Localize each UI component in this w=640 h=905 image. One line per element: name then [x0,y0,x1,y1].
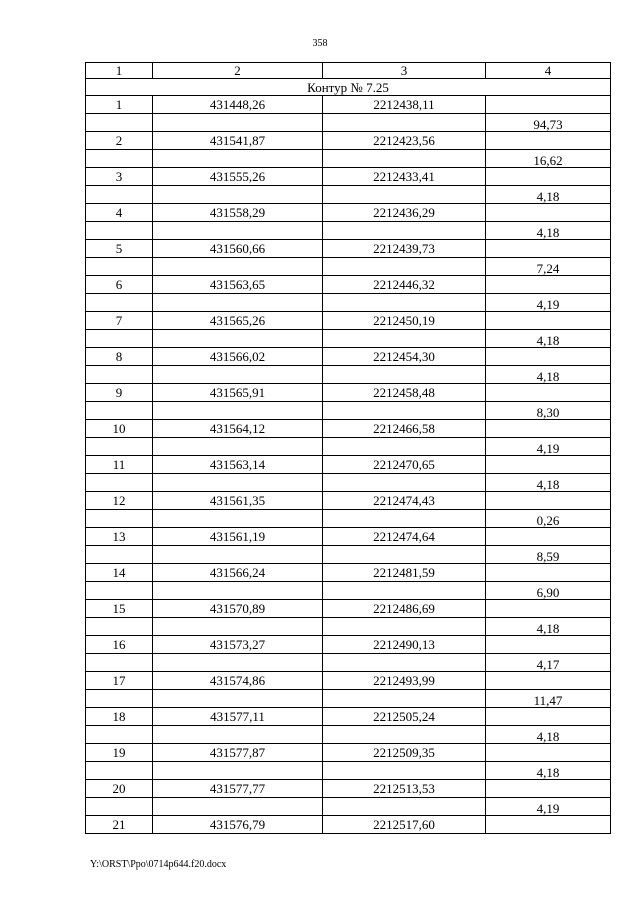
segment-blank [153,618,323,636]
point-blank [486,168,611,186]
segment-blank [86,150,153,168]
segment-blank [323,546,486,564]
coord-x: 431560,66 [153,240,323,258]
point-blank [486,816,611,834]
segment-distance: 6,90 [486,582,611,600]
segment-row [86,762,611,780]
point-number: 15 [86,600,153,618]
point-number: 7 [86,312,153,330]
segment-distance: 4,18 [486,474,611,492]
coord-x: 431561,35 [153,492,323,510]
point-row [86,744,611,762]
point-row [86,348,611,366]
segment-blank [86,186,153,204]
segment-blank [86,798,153,816]
coord-x: 431574,86 [153,672,323,690]
point-blank [486,636,611,654]
segment-blank [323,294,486,312]
segment-blank [86,258,153,276]
coord-y: 2212509,35 [323,744,486,762]
point-row [86,492,611,510]
segment-blank [323,726,486,744]
point-number: 3 [86,168,153,186]
point-number: 4 [86,204,153,222]
coord-y: 2212481,59 [323,564,486,582]
point-row [86,708,611,726]
point-number: 19 [86,744,153,762]
point-blank [486,276,611,294]
point-row [86,420,611,438]
point-number: 13 [86,528,153,546]
column-header-4: 4 [486,63,611,79]
contour-title: Контур № 7.25 [86,79,611,96]
segment-blank [323,510,486,528]
segment-row [86,366,611,384]
point-blank [486,708,611,726]
segment-blank [153,294,323,312]
segment-blank [86,762,153,780]
point-number: 12 [86,492,153,510]
contour-title-row [86,79,611,96]
coord-y: 2212474,43 [323,492,486,510]
point-row [86,672,611,690]
coord-y: 2212436,29 [323,204,486,222]
point-row [86,456,611,474]
segment-distance: 4,18 [486,330,611,348]
segment-blank [153,654,323,672]
segment-row [86,402,611,420]
point-number: 5 [86,240,153,258]
segment-blank [323,690,486,708]
point-row [86,240,611,258]
point-blank [486,564,611,582]
segment-blank [153,330,323,348]
coord-y: 2212450,19 [323,312,486,330]
column-header-1: 1 [86,63,153,79]
point-row [86,132,611,150]
point-blank [486,456,611,474]
segment-blank [323,582,486,600]
column-header-2: 2 [153,63,323,79]
coord-y: 2212423,56 [323,132,486,150]
point-row [86,600,611,618]
segment-blank [86,618,153,636]
segment-blank [323,366,486,384]
point-number: 8 [86,348,153,366]
point-number: 17 [86,672,153,690]
point-row [86,636,611,654]
coord-x: 431563,65 [153,276,323,294]
coord-x: 431564,12 [153,420,323,438]
point-blank [486,384,611,402]
segment-distance: 4,18 [486,726,611,744]
point-number: 21 [86,816,153,834]
segment-blank [153,114,323,132]
segment-distance: 4,19 [486,294,611,312]
segment-blank [86,438,153,456]
segment-blank [86,654,153,672]
segment-blank [86,114,153,132]
coord-x: 431570,89 [153,600,323,618]
point-blank [486,492,611,510]
coord-x: 431565,91 [153,384,323,402]
coord-y: 2212490,13 [323,636,486,654]
coord-x: 431558,29 [153,204,323,222]
segment-row [86,474,611,492]
segment-distance: 4,18 [486,618,611,636]
coord-y: 2212466,58 [323,420,486,438]
point-number: 20 [86,780,153,798]
segment-row [86,438,611,456]
segment-blank [323,438,486,456]
coord-y: 2212486,69 [323,600,486,618]
coord-x: 431541,87 [153,132,323,150]
point-blank [486,780,611,798]
segment-blank [153,546,323,564]
point-blank [486,348,611,366]
segment-blank [323,222,486,240]
coord-y: 2212493,99 [323,672,486,690]
point-row [86,312,611,330]
coord-x: 431563,14 [153,456,323,474]
segment-blank [153,510,323,528]
file-path-footer: Y:\ORST\Ppo\0714p644.f20.docx [90,859,227,870]
point-number: 9 [86,384,153,402]
coord-x: 431573,27 [153,636,323,654]
segment-distance: 4,19 [486,438,611,456]
coord-y: 2212513,53 [323,780,486,798]
segment-row [86,798,611,816]
point-number: 10 [86,420,153,438]
segment-distance: 4,18 [486,366,611,384]
segment-distance: 8,59 [486,546,611,564]
segment-row [86,618,611,636]
coord-x: 431577,11 [153,708,323,726]
point-row [86,816,611,834]
point-number: 18 [86,708,153,726]
coord-x: 431555,26 [153,168,323,186]
point-row [86,564,611,582]
column-header-3: 3 [323,63,486,79]
coord-x: 431577,87 [153,744,323,762]
coord-y: 2212446,32 [323,276,486,294]
segment-blank [86,330,153,348]
point-blank [486,96,611,114]
segment-blank [153,474,323,492]
point-blank [486,672,611,690]
segment-blank [323,402,486,420]
coord-x: 431561,19 [153,528,323,546]
segment-blank [86,222,153,240]
coord-y: 2212505,24 [323,708,486,726]
coord-x: 431576,79 [153,816,323,834]
coordinates-table [85,62,611,834]
segment-row [86,150,611,168]
segment-blank [153,150,323,168]
segment-blank [86,546,153,564]
coord-y: 2212454,30 [323,348,486,366]
segment-blank [86,474,153,492]
segment-blank [323,762,486,780]
segment-distance: 0,26 [486,510,611,528]
segment-blank [323,114,486,132]
point-number: 6 [86,276,153,294]
segment-blank [86,726,153,744]
segment-distance: 11,47 [486,690,611,708]
point-blank [486,240,611,258]
segment-blank [86,582,153,600]
segment-row [86,330,611,348]
coord-y: 2212474,64 [323,528,486,546]
point-blank [486,132,611,150]
segment-blank [153,258,323,276]
segment-distance: 8,30 [486,402,611,420]
segment-distance: 4,18 [486,186,611,204]
segment-blank [86,510,153,528]
segment-blank [153,582,323,600]
segment-blank [153,690,323,708]
coord-x: 431566,02 [153,348,323,366]
point-row [86,168,611,186]
segment-distance: 4,19 [486,798,611,816]
point-blank [486,312,611,330]
point-number: 1 [86,96,153,114]
point-row [86,384,611,402]
segment-row [86,726,611,744]
table-header-row [86,63,611,79]
segment-blank [323,186,486,204]
coord-y: 2212458,48 [323,384,486,402]
page-number: 358 [312,38,328,49]
coord-x: 431566,24 [153,564,323,582]
segment-distance: 7,24 [486,258,611,276]
point-row [86,780,611,798]
segment-row [86,294,611,312]
point-blank [486,420,611,438]
segment-blank [153,762,323,780]
segment-distance: 16,62 [486,150,611,168]
point-number: 11 [86,456,153,474]
segment-blank [86,366,153,384]
coord-x: 431448,26 [153,96,323,114]
segment-blank [323,474,486,492]
point-blank [486,744,611,762]
segment-blank [153,222,323,240]
segment-blank [86,294,153,312]
coord-y: 2212470,65 [323,456,486,474]
point-row [86,276,611,294]
segment-row [86,114,611,132]
segment-row [86,510,611,528]
coord-y: 2212438,11 [323,96,486,114]
point-blank [486,600,611,618]
segment-row [86,582,611,600]
segment-row [86,654,611,672]
segment-blank [153,186,323,204]
segment-blank [153,726,323,744]
segment-row [86,186,611,204]
point-row [86,528,611,546]
segment-blank [86,690,153,708]
point-number: 16 [86,636,153,654]
point-number: 2 [86,132,153,150]
segment-blank [153,402,323,420]
segment-row [86,546,611,564]
segment-blank [323,654,486,672]
segment-blank [323,330,486,348]
segment-blank [323,618,486,636]
point-number: 14 [86,564,153,582]
segment-distance: 94,73 [486,114,611,132]
segment-distance: 4,18 [486,762,611,780]
segment-blank [323,798,486,816]
point-blank [486,204,611,222]
coord-x: 431565,26 [153,312,323,330]
segment-blank [153,438,323,456]
segment-blank [323,258,486,276]
segment-distance: 4,18 [486,222,611,240]
point-blank [486,528,611,546]
segment-distance: 4,17 [486,654,611,672]
segment-blank [153,798,323,816]
segment-blank [86,402,153,420]
segment-row [86,690,611,708]
point-row [86,204,611,222]
segment-blank [323,150,486,168]
segment-blank [153,366,323,384]
coord-y: 2212517,60 [323,816,486,834]
point-row [86,96,611,114]
segment-row [86,222,611,240]
segment-row [86,258,611,276]
coord-y: 2212433,41 [323,168,486,186]
coord-y: 2212439,73 [323,240,486,258]
coord-x: 431577,77 [153,780,323,798]
